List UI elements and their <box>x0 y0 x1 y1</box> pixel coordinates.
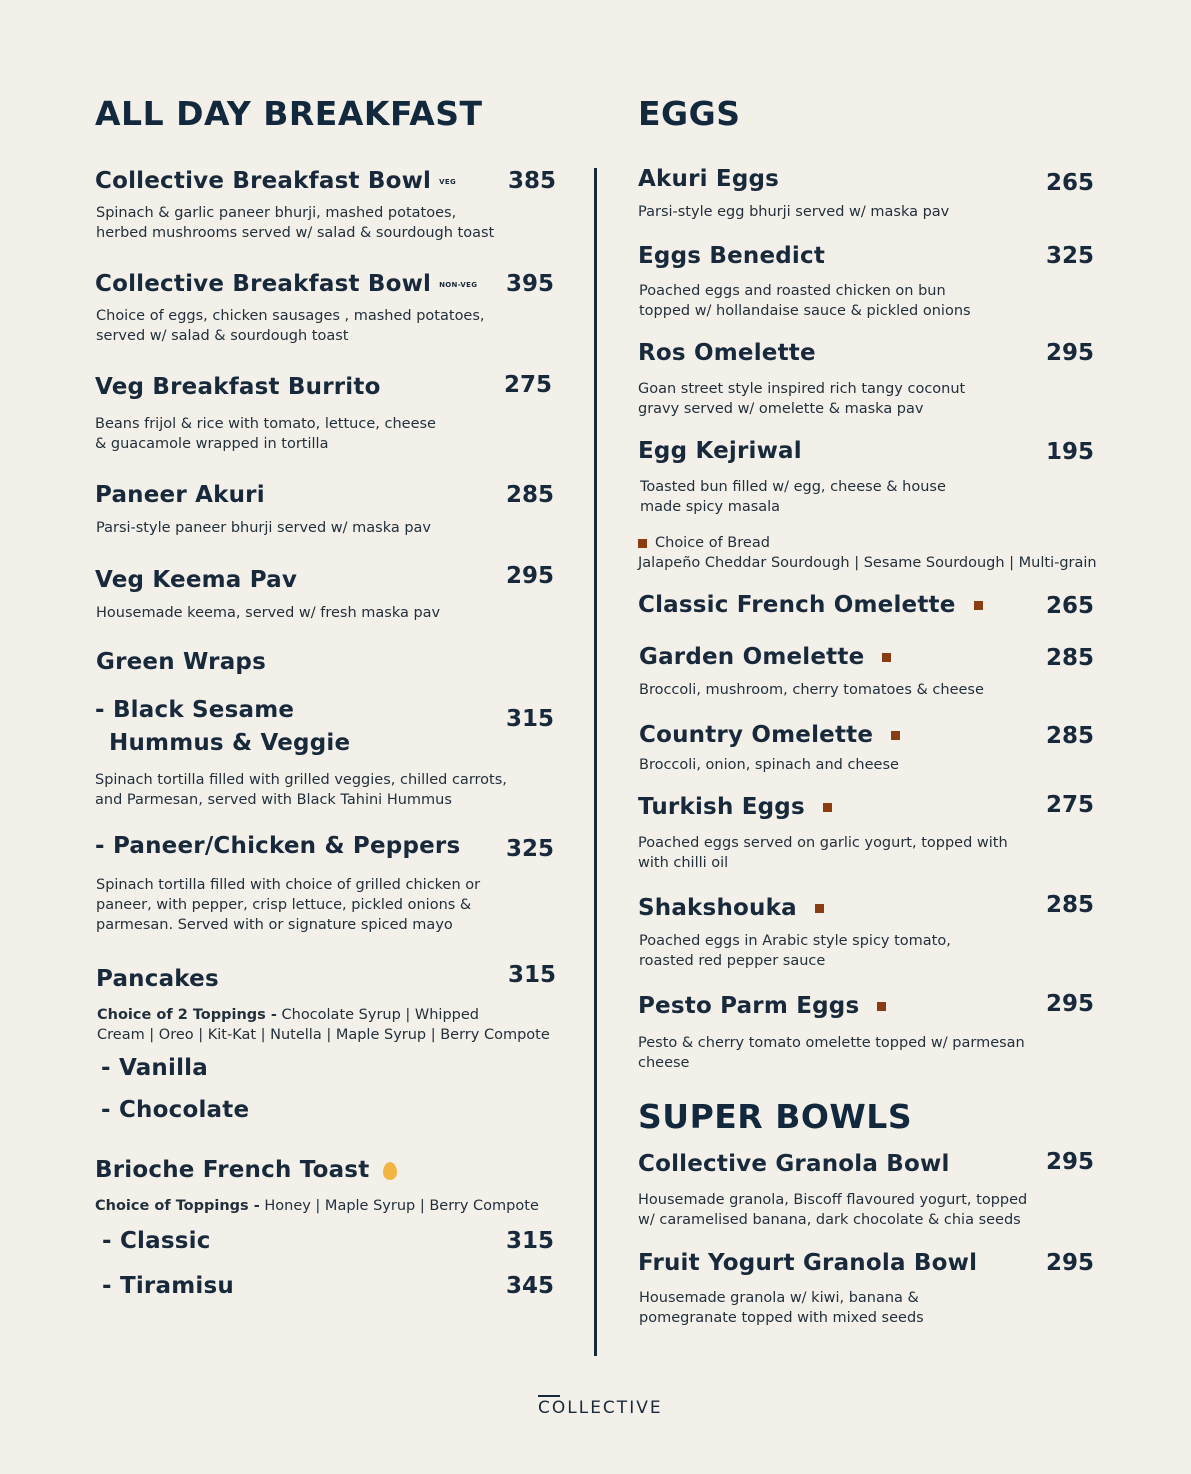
french-toast-toppings: Choice of Toppings - Honey | Maple Syrup | Berry Compote <box>95 1198 539 1214</box>
item-price: 295 <box>1045 1149 1094 1175</box>
item-desc: Toasted bun filled w/ egg, cheese & house made spicy masala <box>640 479 946 515</box>
item-name: Eggs Benedict <box>638 243 826 269</box>
item-price: 295 <box>505 563 554 589</box>
item-price: 295 <box>1045 991 1094 1017</box>
bread-choice-note: Choice of Bread Jalapeño Cheddar Sourdough | Sesame Sourdough | Multi-grain <box>638 535 1097 571</box>
item-price: 385 <box>507 168 556 194</box>
item-name: Ros Omelette <box>638 340 816 366</box>
variant-classic: - Classic <box>102 1228 211 1254</box>
item-name: Garden Omelette <box>639 644 891 670</box>
item-desc: Poached eggs and roasted chicken on bun topped w/ hollandaise sauce & pickled onions <box>639 283 971 319</box>
bread-choice-marker-icon <box>877 1002 886 1011</box>
item-desc: Broccoli, mushroom, cherry tomatoes & cheese <box>639 682 984 698</box>
column-divider <box>594 168 597 1356</box>
item-name: Pesto Parm Eggs <box>638 993 886 1019</box>
item-price: 275 <box>1045 792 1094 818</box>
item-price: 265 <box>1045 170 1094 196</box>
item-desc: Parsi-style paneer bhurji served w/ maska pav <box>96 520 432 536</box>
item-name: Brioche French Toast <box>95 1157 397 1183</box>
item-desc: Poached eggs served on garlic yogurt, topped with with chilli oil <box>638 835 1008 871</box>
item-name: Fruit Yogurt Granola Bowl <box>638 1250 978 1276</box>
item-name: Collective Breakfast Bowl VEG <box>95 168 456 194</box>
item-desc: Broccoli, onion, spinach and cheese <box>639 757 899 773</box>
item-price: 285 <box>1045 892 1094 918</box>
item-price: 315 <box>505 706 554 732</box>
bread-choice-marker-icon <box>815 904 824 913</box>
veg-tag: VEG <box>439 177 456 186</box>
pancake-toppings: Choice of 2 Toppings - Chocolate Syrup | Whipped Cream | Oreo | Kit-Kat | Nutella | Maple Syrup | Berry Compote <box>97 1007 550 1043</box>
item-desc: Pesto & cherry tomato omelette topped w/ parmesan cheese <box>638 1035 1025 1071</box>
variant-vanilla: - Vanilla <box>101 1055 208 1081</box>
item-desc: Housemade keema, served w/ fresh maska pav <box>96 605 441 621</box>
item-price: 295 <box>1045 340 1094 366</box>
item-price: 325 <box>1045 243 1094 269</box>
item-name: Country Omelette <box>639 722 900 748</box>
item-price: 315 <box>505 1228 554 1254</box>
green-wraps-heading: Green Wraps <box>96 649 266 675</box>
item-price: 195 <box>1045 439 1094 465</box>
item-name: Hummus & Veggie <box>109 730 351 756</box>
item-price: 285 <box>1045 645 1094 671</box>
item-desc: Housemade granola, Biscoff flavoured yogurt, topped w/ caramelised banana, dark chocolate & chia seeds <box>638 1192 1028 1228</box>
bread-choice-marker-icon <box>891 731 900 740</box>
item-price: 315 <box>507 962 556 988</box>
item-name: Veg Keema Pav <box>95 567 298 593</box>
item-price: 295 <box>1045 1250 1094 1276</box>
item-name: - Black Sesame <box>95 697 295 723</box>
item-desc: Spinach tortilla filled with grilled veggies, chilled carrots, and Parmesan, served with Black Tahini Hummus <box>95 772 507 808</box>
bread-choice-marker-icon <box>823 803 832 812</box>
bread-choice-marker-icon <box>882 653 891 662</box>
item-name: Egg Kejriwal <box>638 438 802 464</box>
variant-chocolate: - Chocolate <box>101 1097 250 1123</box>
logo-overline <box>538 1395 560 1397</box>
item-desc: Choice of eggs, chicken sausages , mashed potatoes, served w/ salad & sourdough toast <box>96 308 485 344</box>
bread-choice-marker-icon <box>974 601 983 610</box>
section-title-eggs: EGGS <box>638 94 741 133</box>
egg-icon <box>383 1162 397 1180</box>
item-price: 395 <box>505 271 554 297</box>
item-name: Pancakes <box>96 966 219 992</box>
item-desc: Beans frijol & rice with tomato, lettuce, cheese & guacamole wrapped in tortilla <box>95 416 436 452</box>
item-price: 345 <box>505 1273 554 1299</box>
item-price: 275 <box>503 372 552 398</box>
item-name: Shakshouka <box>638 895 824 921</box>
item-desc: Parsi-style egg bhurji served w/ maska pav <box>638 204 950 220</box>
item-name: - Paneer/Chicken & Peppers <box>95 833 461 859</box>
item-name: Akuri Eggs <box>638 166 780 192</box>
section-title-super-bowls: SUPER BOWLS <box>638 1097 913 1136</box>
item-price: 285 <box>1045 723 1094 749</box>
item-name: Classic French Omelette <box>638 592 983 618</box>
item-name: Turkish Eggs <box>638 794 832 820</box>
section-title-all-day-breakfast: ALL DAY BREAKFAST <box>95 94 483 133</box>
item-name: Veg Breakfast Burrito <box>95 374 381 400</box>
item-name: Paneer Akuri <box>95 482 265 508</box>
item-price: 325 <box>505 836 554 862</box>
item-desc: Poached eggs in Arabic style spicy tomato, roasted red pepper sauce <box>639 933 951 969</box>
variant-tiramisu: - Tiramisu <box>102 1273 234 1299</box>
collective-logo: COLLECTIVE <box>538 1398 663 1418</box>
item-price: 285 <box>505 482 554 508</box>
non-veg-tag: NON-VEG <box>439 280 478 289</box>
item-price: 265 <box>1045 593 1094 619</box>
item-desc: Housemade granola w/ kiwi, banana & pomegranate topped with mixed seeds <box>639 1290 924 1326</box>
item-name: Collective Breakfast Bowl NON-VEG <box>95 271 478 297</box>
bread-choice-marker-icon <box>638 539 647 548</box>
item-desc: Goan street style inspired rich tangy coconut gravy served w/ omelette & maska pav <box>638 381 966 417</box>
item-name: Collective Granola Bowl <box>638 1151 950 1177</box>
item-desc: Spinach & garlic paneer bhurji, mashed potatoes, herbed mushrooms served w/ salad & sourdough toast <box>96 205 495 241</box>
item-desc: Spinach tortilla filled with choice of grilled chicken or paneer, with pepper, crisp lettuce, pickled onions & parmesan. Served with or signature spiced mayo <box>96 877 481 933</box>
